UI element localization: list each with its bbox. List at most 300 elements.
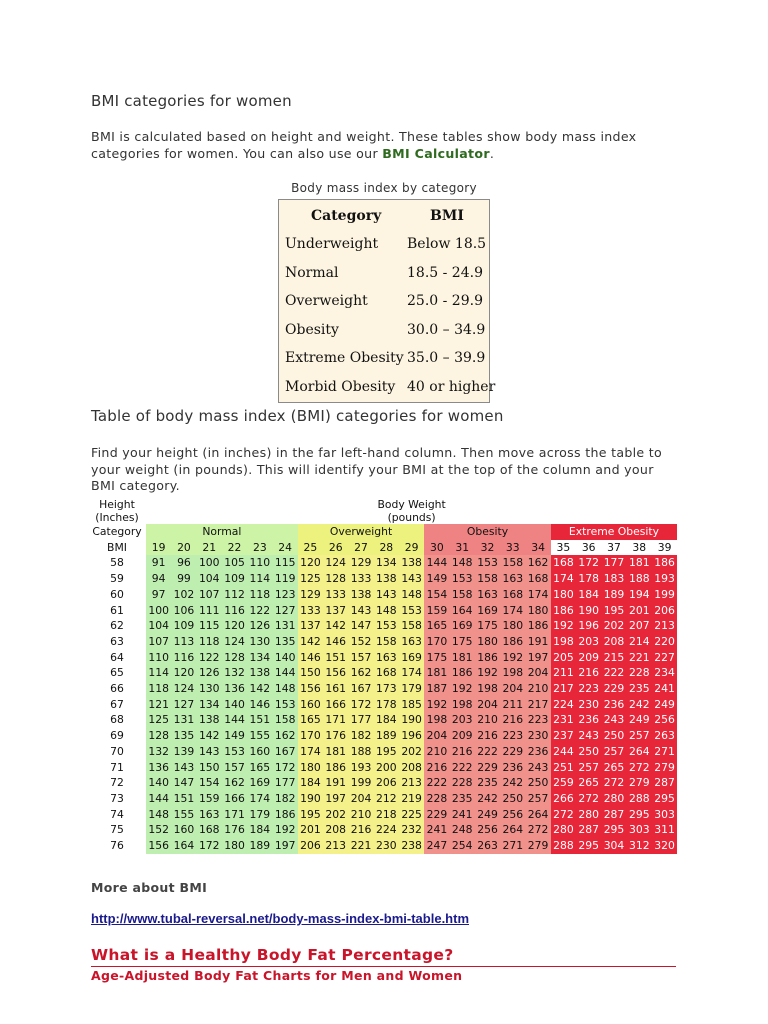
category-band-row (88, 524, 677, 540)
weight-cell: 256 (475, 822, 500, 838)
weight-cell: 158 (399, 618, 424, 634)
category-name: Overweight (285, 293, 368, 309)
weight-cell: 238 (399, 838, 424, 854)
weight-cell: 304 (601, 838, 626, 854)
weight-cell: 235 (450, 791, 475, 807)
weight-cell: 210 (525, 681, 550, 697)
category-name: Obesity (285, 321, 339, 338)
weight-cell: 174 (525, 587, 550, 603)
weight-cell: 295 (576, 838, 601, 854)
weight-cell: 142 (323, 618, 348, 634)
intro-paragraph (91, 129, 681, 162)
weight-cell: 228 (450, 775, 475, 791)
weight-cell: 235 (627, 681, 652, 697)
category-row (279, 344, 489, 372)
weight-cell: 184 (576, 587, 601, 603)
weight-cell: 162 (222, 775, 247, 791)
bmi-value-cell: 21 (197, 540, 222, 556)
weight-cell: 198 (424, 712, 449, 728)
weight-cell: 164 (450, 603, 475, 619)
weight-cell: 187 (424, 681, 449, 697)
weight-cell: 257 (601, 744, 626, 760)
table-row (88, 618, 677, 634)
weight-cell: 204 (424, 728, 449, 744)
weight-cell: 116 (171, 650, 196, 666)
weight-cell: 146 (247, 697, 272, 713)
weight-cell: 184 (374, 712, 399, 728)
weight-cell: 202 (323, 807, 348, 823)
weight-cell: 192 (272, 822, 297, 838)
weight-cell: 214 (627, 634, 652, 650)
weight-cell: 172 (576, 555, 601, 571)
bmi-value-cell: 20 (171, 540, 196, 556)
bmi-value-cell: 31 (450, 540, 475, 556)
table-row (88, 712, 677, 728)
weight-cell: 165 (247, 760, 272, 776)
weight-cell: 209 (576, 650, 601, 666)
category-row (279, 259, 489, 287)
weight-cell: 153 (475, 555, 500, 571)
bmi-header-row (88, 540, 677, 556)
weight-cell: 168 (500, 587, 525, 603)
weight-cell: 228 (627, 665, 652, 681)
intro-end: . (489, 145, 495, 161)
category-row-label: Category (92, 525, 142, 538)
weight-cell: 147 (171, 775, 196, 791)
weight-cell: 195 (601, 603, 626, 619)
height-cell: 60 (110, 587, 124, 601)
weight-cell: 144 (424, 555, 449, 571)
weight-cell: 179 (399, 681, 424, 697)
weight-cell: 151 (171, 791, 196, 807)
weight-cell: 236 (601, 697, 626, 713)
weight-cell: 166 (222, 791, 247, 807)
weight-cell: 133 (298, 603, 323, 619)
bmi-table-source-link[interactable]: http://www.tubal-reversal.net/body-mass-index-bmi-table.htm (91, 911, 470, 926)
weight-cell: 106 (171, 603, 196, 619)
weight-cell: 186 (551, 603, 576, 619)
weight-cell: 175 (424, 650, 449, 666)
weight-cell: 208 (323, 822, 348, 838)
weight-cell: 259 (551, 775, 576, 791)
height-cell: 62 (110, 619, 124, 633)
weight-cell: 138 (374, 571, 399, 587)
weight-cell: 230 (374, 838, 399, 854)
height-cell: 63 (110, 634, 124, 648)
bmi-weight-table (88, 494, 677, 854)
weight-cell: 134 (197, 697, 222, 713)
weight-cell: 199 (652, 587, 677, 603)
weight-cell: 186 (323, 760, 348, 776)
weight-cell: 177 (348, 712, 373, 728)
weight-cell: 150 (298, 665, 323, 681)
weight-cell: 250 (601, 728, 626, 744)
category-band: Normal (146, 524, 298, 540)
category-range: Below 18.5 (407, 236, 487, 252)
weight-cell: 134 (374, 555, 399, 571)
weight-cell: 287 (601, 807, 626, 823)
weight-cell: 303 (627, 822, 652, 838)
weight-cell: 249 (652, 697, 677, 713)
category-name: Morbid Obesity (285, 378, 396, 395)
weight-cell: 221 (348, 838, 373, 854)
weight-cell: 312 (627, 838, 652, 854)
weight-cell: 202 (601, 618, 626, 634)
weight-cell: 171 (323, 712, 348, 728)
weight-cell: 198 (500, 665, 525, 681)
weight-cell: 146 (298, 650, 323, 666)
height-cell: 74 (110, 807, 124, 821)
weight-cell: 132 (222, 665, 247, 681)
weight-cell: 173 (374, 681, 399, 697)
weight-cell: 206 (652, 603, 677, 619)
weight-cell: 154 (424, 587, 449, 603)
weight-cell: 132 (146, 744, 171, 760)
bmi-value-cell: 34 (525, 540, 550, 556)
weight-cell: 320 (652, 838, 677, 854)
table-row (88, 807, 677, 823)
weight-cell: 133 (348, 571, 373, 587)
weight-cell: 279 (652, 760, 677, 776)
weight-cell: 213 (399, 775, 424, 791)
weight-cell: 167 (272, 744, 297, 760)
weight-cell: 243 (525, 760, 550, 776)
weight-cell: 153 (399, 603, 424, 619)
weight-cell: 147 (348, 618, 373, 634)
weight-cell: 109 (222, 571, 247, 587)
weight-cell: 204 (348, 791, 373, 807)
weight-cell: 186 (475, 650, 500, 666)
weight-cell: 206 (374, 775, 399, 791)
weight-cell: 197 (323, 791, 348, 807)
weight-cell: 280 (601, 791, 626, 807)
height-cell: 59 (110, 572, 124, 586)
table-row (88, 587, 677, 603)
weight-cell: 105 (222, 555, 247, 571)
weight-cell: 114 (146, 665, 171, 681)
weight-cell: 165 (298, 712, 323, 728)
table-instructions: Find your height (in inches) in the far left-hand column. Then move across the table to your weight (in pounds). This will identify your BMI at the top of the column and your BMI category. (91, 445, 663, 493)
weight-cell: 250 (500, 791, 525, 807)
weight-cell: 213 (652, 618, 677, 634)
weight-cell: 122 (197, 650, 222, 666)
weight-cell: 174 (500, 603, 525, 619)
category-range: 40 or higher (407, 378, 496, 395)
weight-cell: 158 (450, 587, 475, 603)
weight-cell: 250 (525, 775, 550, 791)
weight-cell: 235 (475, 775, 500, 791)
body-fat-subheading: Age-Adjusted Body Fat Charts for Men and Women (91, 968, 463, 983)
bmi-value-cell: 36 (581, 540, 596, 554)
weight-cell: 125 (298, 571, 323, 587)
weight-cell: 189 (374, 728, 399, 744)
weight-cell: 140 (222, 697, 247, 713)
bmi-value-cell: 38 (632, 540, 647, 554)
weight-cell: 150 (197, 760, 222, 776)
weight-cell: 222 (450, 760, 475, 776)
weight-cell: 100 (197, 555, 222, 571)
height-cell: 67 (110, 697, 124, 711)
weight-cell: 135 (171, 728, 196, 744)
body-fat-heading: What is a Healthy Body Fat Percentage? (91, 946, 454, 964)
weight-cell: 200 (374, 760, 399, 776)
weight-cell: 137 (298, 618, 323, 634)
category-band: Overweight (298, 524, 424, 540)
weight-cell: 222 (424, 775, 449, 791)
weight-cell: 180 (475, 634, 500, 650)
weight-cell: 143 (171, 760, 196, 776)
intro-text: BMI is calculated based on height and weight. These tables show body mass index categories for women. You can also use our (91, 129, 637, 161)
weight-cell: 115 (272, 555, 297, 571)
weight-cell: 138 (197, 712, 222, 728)
table-title-row (88, 494, 677, 524)
weight-cell: 228 (424, 791, 449, 807)
weight-cell: 206 (298, 838, 323, 854)
bmi-calculator-link[interactable]: BMI Calculator (382, 145, 490, 161)
weight-cell: 116 (222, 603, 247, 619)
weight-cell: 196 (399, 728, 424, 744)
weight-cell: 177 (272, 775, 297, 791)
weight-cell: 198 (475, 681, 500, 697)
weight-cell: 110 (247, 555, 272, 571)
weight-cell: 160 (298, 697, 323, 713)
weight-cell: 128 (146, 728, 171, 744)
weight-cell: 192 (475, 665, 500, 681)
table-row (88, 603, 677, 619)
weight-cell: 118 (247, 587, 272, 603)
weight-cell: 264 (525, 807, 550, 823)
table-row (88, 571, 677, 587)
weight-cell: 174 (551, 571, 576, 587)
weight-cell: 148 (146, 807, 171, 823)
category-row (279, 373, 496, 401)
weight-cell: 107 (197, 587, 222, 603)
bmi-value-cell: 30 (424, 540, 449, 556)
height-cell: 68 (110, 713, 124, 727)
weight-cell: 201 (627, 603, 652, 619)
weight-cell: 210 (475, 712, 500, 728)
weight-cell: 112 (222, 587, 247, 603)
weight-cell: 91 (146, 555, 171, 571)
bmi-value-cell: 29 (399, 540, 424, 556)
weight-cell: 215 (601, 650, 626, 666)
weight-cell: 104 (146, 618, 171, 634)
weight-cell: 243 (576, 728, 601, 744)
weight-cell: 251 (551, 760, 576, 776)
weight-cell: 124 (323, 555, 348, 571)
weight-cell: 211 (500, 697, 525, 713)
weight-cell: 175 (450, 634, 475, 650)
weight-cell: 280 (551, 822, 576, 838)
weight-cell: 230 (576, 697, 601, 713)
weight-cell: 143 (399, 571, 424, 587)
weight-cell: 208 (399, 760, 424, 776)
weight-cell: 164 (171, 838, 196, 854)
weight-cell: 186 (525, 618, 550, 634)
weight-cell: 162 (348, 665, 373, 681)
table-row (88, 728, 677, 744)
category-table (278, 199, 496, 403)
weight-cell: 165 (424, 618, 449, 634)
weight-cell: 162 (272, 728, 297, 744)
weight-cell: 216 (500, 712, 525, 728)
weight-cell: 175 (475, 618, 500, 634)
weight-cell: 124 (171, 681, 196, 697)
weight-cell: 181 (450, 650, 475, 666)
height-axis-label: Height (Inches) (95, 498, 139, 524)
weight-cell: 122 (247, 603, 272, 619)
weight-cell: 217 (525, 697, 550, 713)
weight-cell: 220 (652, 634, 677, 650)
weight-cell: 191 (323, 775, 348, 791)
weight-cell: 163 (374, 650, 399, 666)
weight-cell: 130 (197, 681, 222, 697)
weight-cell: 140 (146, 775, 171, 791)
weight-cell: 110 (146, 650, 171, 666)
weight-cell: 154 (197, 775, 222, 791)
category-row (279, 287, 489, 315)
weight-cell: 158 (374, 634, 399, 650)
weight-cell: 157 (222, 760, 247, 776)
weight-cell: 229 (601, 681, 626, 697)
bmi-value-cell: 25 (298, 540, 323, 556)
weight-cell: 249 (475, 807, 500, 823)
category-table-header (279, 202, 489, 230)
category-name: Normal (285, 264, 339, 281)
weight-cell: 124 (222, 634, 247, 650)
height-cell: 76 (110, 839, 124, 853)
weight-cell: 272 (525, 822, 550, 838)
weight-cell: 156 (323, 665, 348, 681)
weight-cell: 138 (247, 665, 272, 681)
category-row (279, 230, 489, 258)
weight-cell: 130 (247, 634, 272, 650)
bmi-value-cell: 19 (146, 540, 171, 556)
weight-cell: 203 (576, 634, 601, 650)
weight-cell: 174 (399, 665, 424, 681)
weight-cell: 129 (348, 555, 373, 571)
weight-cell: 158 (500, 555, 525, 571)
weight-cell: 144 (222, 712, 247, 728)
weight-cell: 266 (551, 791, 576, 807)
category-band: Extreme Obesity (551, 524, 677, 540)
weight-cell: 210 (348, 807, 373, 823)
weight-cell: 222 (601, 665, 626, 681)
weight-cell: 146 (323, 634, 348, 650)
weight-cell: 149 (424, 571, 449, 587)
weight-cell: 143 (348, 603, 373, 619)
weight-cell: 158 (475, 571, 500, 587)
weight-cell: 216 (576, 665, 601, 681)
table-row (88, 775, 677, 791)
weight-cell: 155 (247, 728, 272, 744)
weight-cell: 192 (551, 618, 576, 634)
weight-cell: 120 (171, 665, 196, 681)
weight-cell: 136 (146, 760, 171, 776)
weight-cell: 119 (272, 571, 297, 587)
weight-cell: 229 (500, 744, 525, 760)
category-range: 35.0 – 39.9 (407, 350, 486, 366)
weight-cell: 128 (323, 571, 348, 587)
weight-cell: 172 (348, 697, 373, 713)
weight-cell: 148 (374, 603, 399, 619)
weight-cell: 162 (525, 555, 550, 571)
weight-cell: 195 (374, 744, 399, 760)
weight-cell: 181 (323, 744, 348, 760)
weight-cell: 254 (450, 838, 475, 854)
category-row (279, 316, 489, 344)
weight-cell: 127 (272, 603, 297, 619)
weight-cell: 221 (627, 650, 652, 666)
height-cell: 71 (110, 760, 124, 774)
weight-cell: 160 (247, 744, 272, 760)
weight-cell: 148 (272, 681, 297, 697)
height-cell: 66 (110, 682, 124, 696)
height-cell: 64 (110, 650, 124, 664)
weight-cell: 111 (197, 603, 222, 619)
weight-cell: 303 (652, 807, 677, 823)
weight-cell: 149 (222, 728, 247, 744)
weight-cell: 204 (475, 697, 500, 713)
weight-cell: 279 (525, 838, 550, 854)
weight-cell: 148 (399, 587, 424, 603)
weight-cell: 174 (298, 744, 323, 760)
weight-cell: 142 (197, 728, 222, 744)
weight-cell: 151 (247, 712, 272, 728)
weight-cell: 287 (652, 775, 677, 791)
weight-cell: 163 (475, 587, 500, 603)
weight-cell: 227 (652, 650, 677, 666)
weight-cell: 264 (627, 744, 652, 760)
weight-cell: 186 (500, 634, 525, 650)
weight-cell: 143 (374, 587, 399, 603)
weight-cell: 222 (475, 744, 500, 760)
weight-cell: 224 (374, 822, 399, 838)
weight-cell: 163 (399, 634, 424, 650)
weight-cell: 107 (146, 634, 171, 650)
weight-cell: 207 (627, 618, 652, 634)
weight-cell: 186 (272, 807, 297, 823)
bmi-value-cell: 26 (323, 540, 348, 556)
category-band: Obesity (424, 524, 550, 540)
weight-cell: 279 (627, 775, 652, 791)
weight-cell: 241 (424, 822, 449, 838)
weight-cell: 237 (551, 728, 576, 744)
weight-cell: 198 (551, 634, 576, 650)
weight-cell: 120 (222, 618, 247, 634)
weight-cell: 118 (146, 681, 171, 697)
weight-cell: 202 (399, 744, 424, 760)
weight-cell: 121 (146, 697, 171, 713)
section-heading-bmi-categories: BMI categories for women (91, 92, 292, 110)
weight-cell: 171 (222, 807, 247, 823)
weight-cell: 134 (247, 650, 272, 666)
weight-cell: 180 (222, 838, 247, 854)
weight-cell: 272 (551, 807, 576, 823)
weight-cell: 189 (601, 587, 626, 603)
weight-cell: 272 (627, 760, 652, 776)
height-cell: 69 (110, 729, 124, 743)
weight-cell: 249 (627, 712, 652, 728)
weight-cell: 184 (298, 775, 323, 791)
category-range: 25.0 - 29.9 (407, 293, 483, 309)
weight-cell: 223 (500, 728, 525, 744)
weight-cell: 182 (272, 791, 297, 807)
bmi-value-cell: 22 (222, 540, 247, 556)
weight-cell: 168 (197, 822, 222, 838)
category-range: 30.0 – 34.9 (407, 321, 486, 338)
weight-cell: 153 (374, 618, 399, 634)
